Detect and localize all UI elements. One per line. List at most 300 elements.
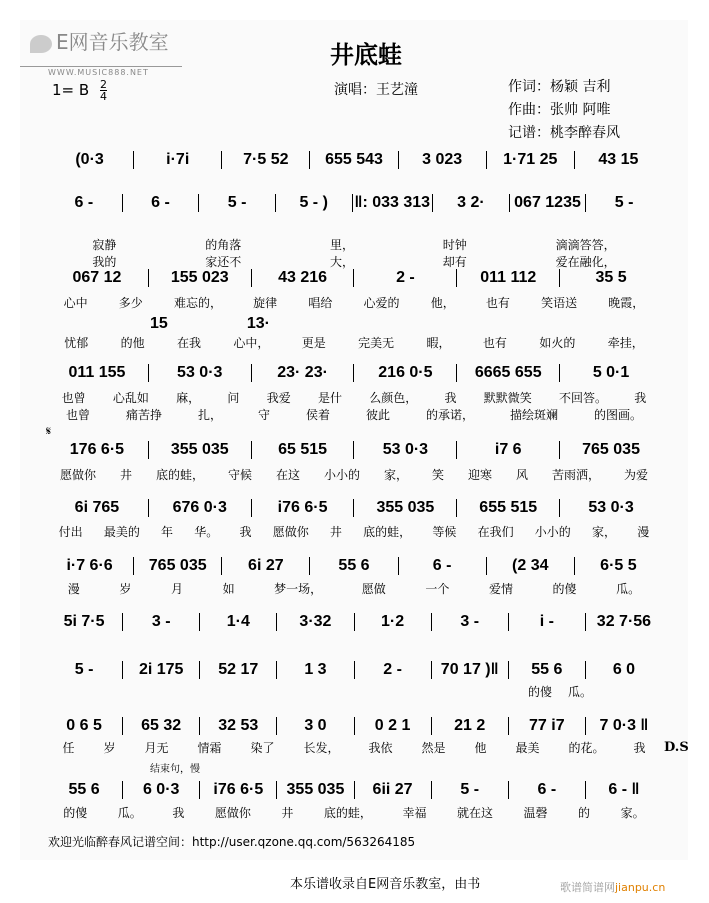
lyric-word: 难忘的，: [173, 296, 222, 310]
bar-line: [133, 557, 134, 575]
lyric-word: 描绘斑斓: [509, 408, 558, 422]
singer: 演唱：王艺潼: [334, 82, 418, 98]
bar-line: [122, 613, 123, 631]
watermark-en: jianpu.cn: [615, 881, 666, 894]
measure: 2 -: [383, 661, 402, 678]
measure: 5 - ): [299, 194, 328, 211]
measure: 77 i7: [529, 717, 565, 734]
bar-line: [456, 499, 457, 517]
lyric-word: 的角落: [205, 238, 242, 252]
ending-note: 结束句，慢: [150, 764, 200, 775]
segno-mark: 𝄋: [46, 424, 52, 438]
bar-line: [559, 364, 560, 382]
bar-line: [148, 499, 149, 517]
lyric-word: 的傻: [552, 582, 577, 596]
bar-line: [456, 364, 457, 382]
measure: 6 -: [537, 781, 557, 798]
lyric-word: 也有: [482, 336, 507, 350]
lyric-word: 守: [257, 408, 270, 422]
lyric-word: 最美: [515, 741, 540, 755]
measure: 355 035: [286, 781, 345, 798]
bar-line: [585, 717, 586, 735]
measure: 53 0·3: [588, 499, 634, 516]
lyric-line: [48, 468, 660, 482]
lyric-word: 瓜。: [117, 806, 142, 820]
bar-line: [432, 194, 433, 212]
lyric-word: 漫: [67, 582, 80, 596]
lyric-line: [48, 255, 660, 269]
measure: 1·4: [226, 613, 250, 630]
bar-line: [133, 151, 134, 169]
lyric-word: 瓜。: [567, 685, 592, 699]
lyric-word: 心爱的: [363, 296, 400, 310]
measure: 011 155: [68, 364, 126, 381]
lyric-word: 忧郁: [64, 336, 89, 350]
lyric-word: 默默微笑: [483, 391, 532, 405]
lyric-word: 温磬: [523, 806, 548, 820]
lyric-word: 底的蛙，: [323, 806, 372, 820]
measure: 70 17 )‖: [440, 661, 499, 678]
measure: 6 0·3: [142, 781, 180, 798]
alt-note: 13·: [246, 315, 270, 332]
lyric-word: 幸福: [402, 806, 427, 820]
bar-line: [276, 717, 277, 735]
measure: 765 035: [582, 441, 640, 458]
lyric-word: 是什: [317, 391, 342, 405]
lyric-word: 扎，: [197, 408, 222, 422]
notation-row: [48, 363, 660, 383]
bar-line: [456, 269, 457, 287]
measure: (0·3: [75, 151, 104, 168]
measure: 21 2: [454, 717, 486, 734]
lyric-word: 最美的: [103, 525, 140, 539]
lyric-word: 底的蛙，: [155, 468, 204, 482]
bar-line: [309, 557, 310, 575]
lyric-word: 却有: [442, 255, 467, 269]
bar-line: [148, 364, 149, 382]
measure: 011 112: [480, 269, 537, 286]
time-top: 2: [100, 78, 107, 91]
lyric-word: 愿做你: [59, 468, 96, 482]
lyric-word: 漫: [637, 525, 650, 539]
lyric-word: 多少: [118, 296, 143, 310]
bar-line: [251, 499, 252, 517]
lyric-word: 在这: [275, 468, 300, 482]
measure: i -: [539, 613, 554, 630]
lyric-word: 的图画。: [593, 408, 642, 422]
lyric-word: 家，: [592, 525, 617, 539]
lyric-word: 岁: [119, 582, 132, 596]
time-signature: [100, 79, 107, 102]
bar-line: [354, 717, 355, 735]
lyric-word: 在我们: [477, 525, 514, 539]
bar-line: [559, 441, 560, 459]
measure: 6 - ‖: [608, 781, 640, 798]
measure: 6 -: [432, 557, 452, 574]
bar-line: [122, 717, 123, 735]
lyric-word: 里，: [329, 238, 354, 252]
lyric-line: [48, 582, 660, 596]
notation-row: [48, 612, 660, 632]
measure: 6 -: [74, 194, 94, 211]
lyric-word: 时钟: [442, 238, 467, 252]
alt-notes: [150, 316, 270, 332]
lyric-word: 如: [222, 582, 235, 596]
watermark: [560, 881, 665, 894]
measure: i7 6: [494, 441, 522, 458]
visit-text: 欢迎光临醉春风记谱空间：http://user.qzone.qq.com/563264185: [48, 835, 416, 849]
bar-line: [486, 151, 487, 169]
bar-line: [198, 194, 199, 212]
lyric-line: [48, 806, 660, 820]
lyric-word: 的: [578, 806, 591, 820]
measure: 0 6 5: [66, 717, 102, 734]
lyric-word: 麻，: [176, 391, 201, 405]
measure: 55 6: [68, 781, 100, 798]
measure: i76 6·5: [277, 499, 328, 516]
credits: [508, 76, 620, 145]
lyric-word: 他: [474, 741, 487, 755]
bar-line: [199, 781, 200, 799]
measure: 3 -: [460, 613, 480, 630]
bar-line: [275, 194, 276, 212]
lyric-word: 完美无: [358, 336, 395, 350]
lyric-word: 旋律: [253, 296, 278, 310]
divider: [20, 66, 182, 67]
transcriber: 记谱：桃李醉春风: [508, 125, 620, 141]
lyric-word: 就在这: [456, 806, 493, 820]
lyric-word: 底的蛙，: [363, 525, 412, 539]
bar-line: [354, 781, 355, 799]
bar-line: [508, 613, 509, 631]
lyric-line: [48, 336, 660, 350]
notation-row: [48, 660, 660, 680]
bar-line: [585, 613, 586, 631]
measure: 7·5 52: [243, 151, 289, 168]
lyric-word: 然是: [421, 741, 446, 755]
lyric-word: 心中，: [233, 336, 270, 350]
bar-line: [199, 613, 200, 631]
notation-row: [48, 268, 660, 288]
lyric-word: 任: [62, 741, 75, 755]
lyric-word: 月无: [144, 741, 169, 755]
lyric-word: 笑语送: [541, 296, 578, 310]
bar-line: [508, 661, 509, 679]
measure: 1·71 25: [503, 151, 558, 168]
lyric-word: 问: [227, 391, 240, 405]
lyric-word: 唱给: [308, 296, 333, 310]
notation-row: [48, 498, 660, 518]
bar-line: [431, 613, 432, 631]
lyric-word: 等候: [432, 525, 457, 539]
measure: 65 515: [278, 441, 328, 458]
measure: 65 32: [141, 717, 182, 734]
lyric-word: 也曾: [65, 408, 90, 422]
bar-line: [122, 781, 123, 799]
source-text: 本乐谱收录自E网音乐教室，由书: [290, 877, 481, 892]
lyric-word: 付出: [58, 525, 83, 539]
lyric-word: 风: [515, 468, 528, 482]
measure: 6665 655: [474, 364, 542, 381]
bar-line: [251, 269, 252, 287]
measure: 3·32: [299, 613, 332, 630]
lyric-word: 不回答。: [559, 391, 608, 405]
lyric-word: 的他: [120, 336, 145, 350]
lyric-word: 为爱: [623, 468, 648, 482]
measure: 0 2 1: [374, 717, 411, 734]
measure: 655 515: [479, 499, 538, 516]
measure: 5 0·1: [592, 364, 630, 381]
bar-line: [585, 661, 586, 679]
composer: 作曲：张帅 阿唯: [508, 102, 611, 118]
lyric-line: [48, 296, 660, 310]
lyricist: 作词：杨颖 吉利: [508, 79, 611, 95]
bar-line: [431, 781, 432, 799]
bar-line: [122, 661, 123, 679]
bar-line: [353, 499, 354, 517]
lyric-word: 华。: [194, 525, 219, 539]
measure: 1·2: [381, 613, 405, 630]
bar-line: [585, 781, 586, 799]
bar-line: [456, 441, 457, 459]
bar-line: [221, 151, 222, 169]
bar-line: [559, 499, 560, 517]
bar-line: [352, 194, 353, 212]
measure: 765 035: [148, 557, 207, 574]
bar-line: [398, 151, 399, 169]
lyric-word: 如火的: [539, 336, 576, 350]
measure: 6ii 27: [372, 781, 413, 798]
bar-line: [354, 613, 355, 631]
measure: 155 023: [170, 269, 229, 286]
bar-line: [585, 194, 586, 212]
lyric-word: 爱在融化，: [555, 255, 616, 269]
bar-line: [354, 661, 355, 679]
lyric-word: 情霜: [197, 741, 222, 755]
lyric-line: [520, 685, 600, 699]
ds-mark: D.S: [664, 740, 689, 755]
measure: 52 17: [218, 661, 259, 678]
measure: 35 5: [595, 269, 627, 286]
lyric-word: 暇，: [426, 336, 451, 350]
measure: 43 216: [278, 269, 328, 286]
time-bottom: 4: [100, 90, 107, 103]
lyric-word: 我: [172, 806, 185, 820]
measure: 655 543: [325, 151, 383, 168]
measure: 6·5 5: [600, 557, 637, 574]
measure: (2 34: [512, 557, 549, 574]
bar-line: [199, 661, 200, 679]
bar-line: [276, 613, 277, 631]
bar-line: [148, 441, 149, 459]
bar-line: [559, 269, 560, 287]
lyric-word: 瓜。: [616, 582, 641, 596]
measure: 067 12: [72, 269, 122, 286]
measure: 3 2·: [457, 194, 485, 211]
bar-line: [199, 717, 200, 735]
measure: i·7 6·6: [66, 557, 113, 574]
site-url: WWW.MUSIC888.NET: [48, 68, 149, 77]
notation-row: [48, 150, 660, 170]
measure: 2 -: [396, 269, 415, 286]
lyric-word: 苦雨洒，: [551, 468, 600, 482]
lyric-line: [48, 525, 660, 539]
measure: 216 0·5: [378, 364, 433, 381]
bar-line: [221, 557, 222, 575]
measure: 5 -: [227, 194, 247, 211]
bar-line: [276, 781, 277, 799]
measure: 23· 23·: [277, 364, 328, 381]
lyric-line: [48, 391, 660, 405]
alt-note: 15: [150, 315, 168, 332]
notation-row: [48, 556, 660, 576]
measure: 176 6·5: [69, 441, 125, 458]
lyric-word: 牵挂，: [607, 336, 644, 350]
bar-line: [251, 364, 252, 382]
measure: 3 -: [151, 613, 171, 630]
measure: 55 6: [531, 661, 563, 678]
lyric-word: 笑: [431, 468, 444, 482]
lyric-word: 家还不: [205, 255, 242, 269]
key-signature: 1= B: [52, 81, 90, 99]
lyric-word: 一个: [425, 582, 450, 596]
measure: 676 0·3: [172, 499, 227, 516]
lyric-word: 我: [239, 525, 252, 539]
measure: 53 0·3: [382, 441, 429, 458]
lyric-word: 么颜色，: [369, 391, 418, 405]
lyric-word: 月: [170, 582, 183, 596]
measure: 5i 7·5: [63, 613, 105, 630]
lyric-line: [48, 741, 660, 755]
bar-line: [574, 557, 575, 575]
notation-row: [48, 716, 660, 736]
measure: 3 0: [304, 717, 327, 734]
lyric-word: 小小的: [534, 525, 571, 539]
measure: i76 6·5: [213, 781, 264, 798]
measure: 6 -: [151, 194, 170, 211]
bar-line: [486, 557, 487, 575]
bar-line: [309, 151, 310, 169]
lyric-word: 我: [444, 391, 457, 405]
lyric-word: 在我: [176, 336, 201, 350]
lyric-word: 我: [634, 391, 647, 405]
lyric-word: 梦一场，: [274, 582, 323, 596]
measure: 7 0·3 ‖: [599, 717, 649, 734]
bar-line: [431, 661, 432, 679]
measure: 6i 27: [248, 557, 284, 574]
lyric-word: 井: [119, 468, 132, 482]
measure: 3 023: [422, 151, 463, 168]
bar-line: [122, 194, 123, 212]
measure: 6i 765: [74, 499, 120, 516]
measure: 1 3: [304, 661, 327, 678]
lyric-word: 大，: [329, 255, 354, 269]
site-logo: [30, 30, 169, 54]
bar-line: [148, 269, 149, 287]
measure: ‖: 033 313: [354, 194, 431, 211]
lyric-word: 也有: [485, 296, 510, 310]
lyric-word: 染了: [250, 741, 275, 755]
measure: 5 -: [614, 194, 634, 211]
lyric-word: 的傻: [527, 685, 552, 699]
lyric-word: 我爱: [266, 391, 291, 405]
notation-row: [48, 193, 660, 213]
bar-line: [353, 441, 354, 459]
lyric-word: 家。: [620, 806, 645, 820]
bar-line: [508, 717, 509, 735]
bar-line: [353, 364, 354, 382]
measure: 067 1235: [514, 194, 581, 211]
lyric-word: 年: [161, 525, 174, 539]
measure: 5 -: [460, 781, 480, 798]
lyric-word: 愿做: [361, 582, 386, 596]
measure: 32 53: [218, 717, 259, 734]
bar-line: [509, 194, 510, 212]
lyric-word: 晚霞，: [608, 296, 645, 310]
lyric-word: 长发，: [303, 741, 340, 755]
lyric-word: 寂静: [92, 238, 117, 252]
bar-line: [276, 661, 277, 679]
lyric-line: [48, 238, 660, 252]
lyric-word: 愿做你: [272, 525, 309, 539]
lyric-line: [48, 408, 660, 422]
measure: 53 0·3: [177, 364, 223, 381]
bar-line: [574, 151, 575, 169]
lyric-word: 的承诺，: [425, 408, 474, 422]
lyric-word: 彼此: [365, 408, 390, 422]
lyric-word: 我的: [92, 255, 117, 269]
logo-text: E网音乐教室: [56, 30, 169, 54]
song-title: 井底蛙: [330, 40, 402, 69]
lyric-word: 我: [633, 741, 646, 755]
lyric-word: 的花。: [568, 741, 605, 755]
lyric-word: 爱情: [488, 582, 513, 596]
lyric-word: 侯着: [305, 408, 330, 422]
measure: 5 -: [74, 661, 94, 678]
measure: 355 035: [376, 499, 435, 516]
lyric-word: 心乱如: [112, 391, 149, 405]
bar-line: [251, 441, 252, 459]
bar-line: [353, 269, 354, 287]
lyric-word: 他，: [430, 296, 455, 310]
lyric-word: 滴滴答答，: [555, 238, 616, 252]
lyric-word: 井: [281, 806, 294, 820]
lyric-word: 心中: [63, 296, 88, 310]
lyric-word: 愿做你: [214, 806, 251, 820]
measure: 55 6: [338, 557, 370, 574]
measure: 32 7·56: [596, 613, 652, 630]
measure: i·7i: [166, 151, 190, 168]
lyric-word: 井: [329, 525, 342, 539]
lyric-word: 小小的: [323, 468, 360, 482]
watermark-cn: 歌谱简谱网: [560, 881, 615, 894]
lyric-word: 岁: [103, 741, 116, 755]
lyric-word: 也曾: [61, 391, 86, 405]
measure: 6 0: [612, 661, 636, 678]
measure: 43 15: [598, 151, 639, 168]
lyric-word: 迎寒: [467, 468, 492, 482]
bar-line: [431, 717, 432, 735]
bar-line: [398, 557, 399, 575]
lyric-word: 痛苦挣: [125, 408, 162, 422]
lyric-word: 更是: [301, 336, 326, 350]
lyric-word: 我依: [368, 741, 393, 755]
notation-row: [48, 780, 660, 800]
measure: 2i 175: [138, 661, 184, 678]
leaf-icon: [30, 35, 52, 53]
notation-row: [48, 440, 660, 460]
lyric-word: 的傻: [63, 806, 88, 820]
